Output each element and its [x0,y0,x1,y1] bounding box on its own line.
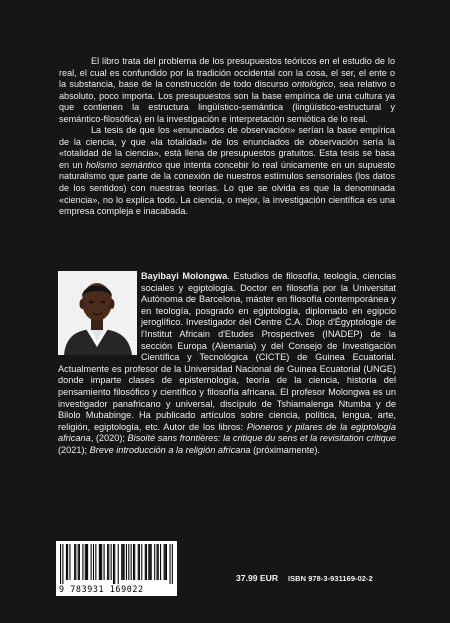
barcode-bar [149,544,150,580]
barcode-bar [60,544,61,584]
barcode-bar [100,544,101,580]
isbn: ISBN 978-3-931169-02-2 [288,574,373,583]
barcode-icon [60,544,173,584]
barcode-bar [78,544,79,580]
barcode-bar [104,544,105,580]
barcode-bar [154,544,155,580]
photo-spacer [58,271,141,357]
price: 37.99 EUR [236,573,279,583]
blurb-paragraph-2 [59,125,395,217]
barcode-bar [113,544,114,584]
author-name: Bayibayi Molongwa [141,271,228,281]
text-run-0: El libro trata del problema de los presupuestos teóricos en el estudio de lo real, el cual es confundido por la tradición occidental con la cosa, el ser, el ente o la substancia, base de la construcción de todo discurso [59,56,395,90]
barcode-bar [99,544,100,580]
barcode-bar [164,544,165,580]
barcode-bar [158,544,159,580]
barcode-bar [131,544,132,580]
barcode-bar [124,544,125,580]
barcode-bar [134,544,135,580]
barcode-bar [122,544,123,580]
italic-run-5: Breve introducción a la religión africana [89,444,251,455]
barcode-digits: 9 783931 169022 [59,584,144,594]
barcode-bar [148,544,149,580]
barcode-bar [101,544,102,580]
barcode-bar [82,544,83,580]
barcode-bar [139,544,140,580]
text-run-2: que intenta concebir lo real únicamente en un supuesto naturalismo que parte de la conexión de nuestros estímulos sensoriales (los datos de los sentidos) con nuestras teorías. Lo que se olvida es que la denominada «ciencia», no lo explica todo. La ciencia, o mejor, la investigación científica es una empresa compleja e inacabada. [59,159,395,217]
barcode-bar [118,544,119,584]
barcode-bar [141,544,142,580]
italic-run-3: Bisoité sans frontières: la critique du sens et la revisitation critique [127,433,396,444]
barcode-bar [85,544,86,580]
text-run-0: La tesis de que los «enunciados de observación» serían la base empírica de la ciencia, y que «la totalidad» de los enunciados de observación sería la «totalidad de la ciencia», está llena de presupuestos gratuitos. Esta tesis se basa en un [59,125,395,170]
barcode-bar [128,544,129,580]
text-run-0: . Estudios de filosofía, teología, ciencias sociales y egiptología. Doctor en filosofía por la Universitat Autònoma de Barcelona, máster en filosofía contemporánea y en teología, posgrado en egiptología, diplomado en egipcio jeroglífico. Investigador del Centre C.A. Diop d'Égyptologie de l'Institut Africain d'Etudes Prospectives (INADEP) de la sección Europa (Alemania) y del Consejo de Investigación Científica y Tecnológica (CICTE) de Guinea Ecuatorial. Actualmente es profesor de la Universidad Nacional de Guinea Ecuatorial (UNGE) donde imparte clases de epistemología, teoría de la ciencia, historia del pensamiento filosófico y científico y filosofía africana. El profesor Molongwa es un investigador panafricano y universal, discípulo de Tshiamalenga Ntumba y de Bilolo Mubabinge. Ha publicado artículos sobre ciencia, política, lengua, arte, religión, egiptología, etc. Autor de los libros: [58,271,396,432]
barcode-bar [160,544,161,580]
italic-run-1: Pioneros y pilares de la egiptología africana [58,421,396,444]
barcode-bar [107,544,108,580]
barcode-bar [157,544,158,580]
barcode-bar [108,544,109,580]
barcode-bar [67,544,68,580]
italic-run-1: holismo semántico [85,159,162,170]
barcode-bar [114,544,115,584]
barcode-bar [95,544,96,580]
barcode-bar [79,544,80,580]
barcode [56,541,177,596]
barcode-bar [62,544,63,584]
text-run-4: (2021); [58,444,90,455]
barcode-bar [172,544,173,584]
text-run-2: , sea relativo o absoluto, poco importa. Los presupuestos son la base empírica de una cultura ya que contienen la estructura lingüístico-semántica (lingüístico-estructural y semántico-filosófica) en la investigación e interpretación semiótica de lo real. [59,79,395,124]
barcode-bar [69,544,70,580]
barcode-bar [93,544,94,580]
text-run-2: , (2020); [90,433,128,444]
barcode-bar [87,544,88,580]
barcode-bar [74,544,75,580]
blurb [59,56,395,218]
barcode-bar [165,544,166,580]
barcode-bar [91,544,92,580]
barcode-bar [121,544,122,580]
barcode-bar [133,544,134,580]
author-bio [58,271,396,457]
blurb-paragraph-1 [59,56,395,125]
barcode-bar [66,544,67,580]
barcode-bar [169,544,170,584]
barcode-bar [146,544,147,580]
barcode-bar [151,544,152,580]
barcode-bar [126,544,127,580]
barcode-bar [75,544,76,580]
barcode-bar [138,544,139,580]
barcode-bar [86,544,87,580]
text-run-6: (próximamente). [250,444,320,455]
barcode-bar [166,544,167,580]
italic-run-1: ontológico [291,79,334,90]
barcode-bar [111,544,112,580]
barcode-bar [145,544,146,580]
